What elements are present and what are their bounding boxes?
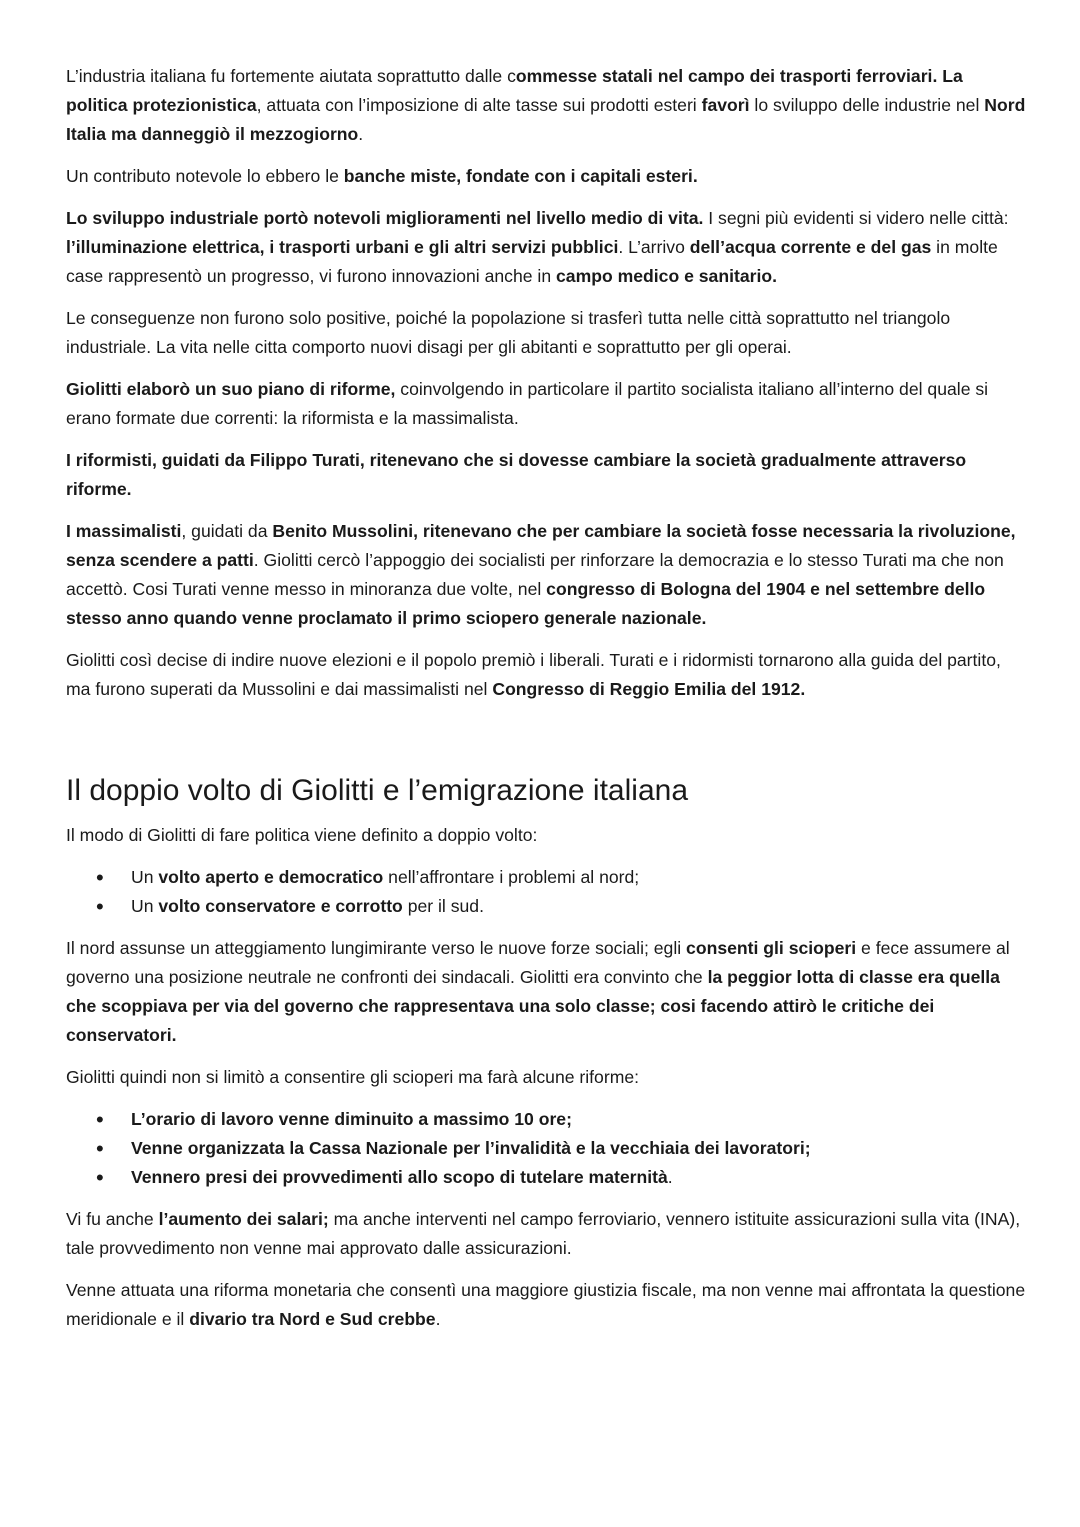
list-item <box>96 1105 1026 1134</box>
bold-run: divario tra Nord e Sud crebbe <box>189 1309 436 1329</box>
bold-run: Benito Mussolini, ritenevano che per cambiare la società fosse necessaria la rivoluzione, senza scendere a patti <box>66 521 1016 570</box>
section-gap <box>66 717 1026 771</box>
bold-run: Giolitti elaborò un suo piano di riforme, <box>66 379 396 399</box>
bold-run: dell’acqua corrente e del gas <box>689 237 932 257</box>
text-run: Un <box>131 867 159 887</box>
text-run: . <box>435 1309 441 1329</box>
text-run: Giolitti così decise di indire nuove elezioni e il popolo premiò i liberali. Turati e i ridormisti tornarono alla guida del partito, ma furono superati da Mussolini e dai massimalisti nel <box>66 650 1001 699</box>
paragraph-doppio-volto <box>66 821 1026 850</box>
text-run: L’industria italiana fu fortemente aiutata soprattutto dalle c <box>66 66 516 86</box>
paragraph-riforme <box>66 375 1026 433</box>
bold-run: la peggior lotta di classe era quella che scoppiava per via del governo che rappresentava una solo classe; cosi facendo attirò le critiche dei conservatori. <box>66 967 1000 1045</box>
bold-run: Venne organizzata la Cassa Nazionale per l’invalidità e la vecchiaia dei lavoratori; <box>131 1138 811 1158</box>
text-run: nell’affrontare i problemi al nord; <box>383 867 640 887</box>
text-run: Le conseguenze non furono solo positive, poiché la popolazione si trasferì tutta nelle città soprattutto nel triangolo industriale. La vita nelle citta comporto nuovi disagi per gli abitanti e soprattutto per gli operai. <box>66 308 951 357</box>
list-doppio-volto <box>66 863 1026 921</box>
text-run: in molte case rappresentò un progresso, vi furono innovazioni anche in <box>66 237 998 286</box>
text-run: ma anche interventi nel campo ferroviario, vennero istituite assicurazioni sulla vita (INA), tale provvedimento non venne mai approvato dalle assicurazioni. <box>66 1209 1021 1258</box>
bold-run: L’orario di lavoro venne diminuito a massimo 10 ore; <box>131 1109 572 1129</box>
text-run: , guidati da <box>181 521 273 541</box>
list-item <box>96 1134 1026 1163</box>
bold-run: consenti gli scioperi <box>686 938 857 958</box>
bold-run: Lo sviluppo industriale portò notevoli miglioramenti nel livello medio di vita. <box>66 208 704 228</box>
paragraph-riformisti <box>66 446 1026 504</box>
bold-run: ommesse statali nel campo dei trasporti ferroviari. La politica protezionistica <box>66 66 963 115</box>
text-run: . <box>358 124 364 144</box>
bold-run: Congresso di Reggio Emilia del 1912. <box>492 679 806 699</box>
bold-run: campo medico e sanitario. <box>556 266 777 286</box>
bold-run: l’illuminazione elettrica, i trasporti urbani e gli altri servizi pubblici <box>66 237 619 257</box>
paragraph-conseguenze <box>66 304 1026 362</box>
bold-run: volto conservatore e corrotto <box>158 896 403 916</box>
paragraph-elezioni <box>66 646 1026 704</box>
text-run: coinvolgendo in particolare il partito socialista italiano all’interno del quale si erano formate due correnti: la riformista e la massimalista. <box>66 379 989 428</box>
text-run: Giolitti quindi non si limitò a consentire gli scioperi ma farà alcune riforme: <box>66 1067 640 1087</box>
paragraph-sviluppo <box>66 204 1026 291</box>
text-run: Il modo di Giolitti di fare politica viene definito a doppio volto: <box>66 825 538 845</box>
paragraph-industria <box>66 62 1026 149</box>
bold-run: Vennero presi dei provvedimenti allo scopo di tutelare maternità <box>131 1167 668 1187</box>
text-run: Il nord assunse un atteggiamento lungimirante verso le nuove forze sociali; egli <box>66 938 687 958</box>
list-item <box>96 863 1026 892</box>
bold-run: Nord Italia ma danneggiò il mezzogiorno <box>66 95 1026 144</box>
bold-run: favorì <box>701 95 750 115</box>
paragraph-riforma-monetaria <box>66 1276 1026 1334</box>
paragraph-scioperi <box>66 1063 1026 1092</box>
text-run: Un <box>131 896 159 916</box>
text-run: Vi fu anche <box>66 1209 159 1229</box>
text-run: . Giolitti cercò l’appoggio dei socialisti per rinforzare la democrazia e lo stesso Turati ma che non accettò. Cosi Turati venne messo in minoranza due volte, nel <box>66 550 1004 599</box>
text-run: per il sud. <box>402 896 484 916</box>
paragraph-nord <box>66 934 1026 1050</box>
text-run: . <box>667 1167 673 1187</box>
list-item <box>96 1163 1026 1192</box>
text-run: Venne attuata una riforma monetaria che consentì una maggiore giustizia fiscale, ma non venne mai affrontata la questione meridionale e il <box>66 1280 1026 1329</box>
text-run: , attuata con l’imposizione di alte tasse sui prodotti esteri <box>256 95 702 115</box>
bold-run: I riformisti, guidati da Filippo Turati, ritenevano che si dovesse cambiare la società gradualmente attraverso riforme. <box>66 450 967 499</box>
section-heading: Il doppio volto di Giolitti e l’emigrazione italiana <box>66 774 689 807</box>
paragraph-salari <box>66 1205 1026 1263</box>
list-item <box>96 892 1026 921</box>
paragraph-massimalisti <box>66 517 1026 633</box>
text-run: . L’arrivo <box>618 237 690 257</box>
text-run: lo sviluppo delle industrie nel <box>749 95 985 115</box>
paragraph-banche <box>66 162 1026 191</box>
list-riforme <box>66 1105 1026 1192</box>
bold-run: volto aperto e democratico <box>158 867 384 887</box>
document-page <box>66 62 1026 1347</box>
bold-run: congresso di Bologna del 1904 e nel settembre dello stesso anno quando venne proclamato il primo sciopero generale nazionale. <box>66 579 986 628</box>
text-run: Un contributo notevole lo ebbero le <box>66 166 344 186</box>
text-run: I segni più evidenti si videro nelle città: <box>703 208 1009 228</box>
text-run: e fece assumere al governo una posizione neutrale ne confronti dei sindacali. Giolitti era convinto che <box>66 938 1010 987</box>
bold-run: banche miste, fondate con i capitali esteri. <box>343 166 698 186</box>
bold-run: I massimalisti <box>66 521 182 541</box>
bold-run: l’aumento dei salari; <box>158 1209 329 1229</box>
